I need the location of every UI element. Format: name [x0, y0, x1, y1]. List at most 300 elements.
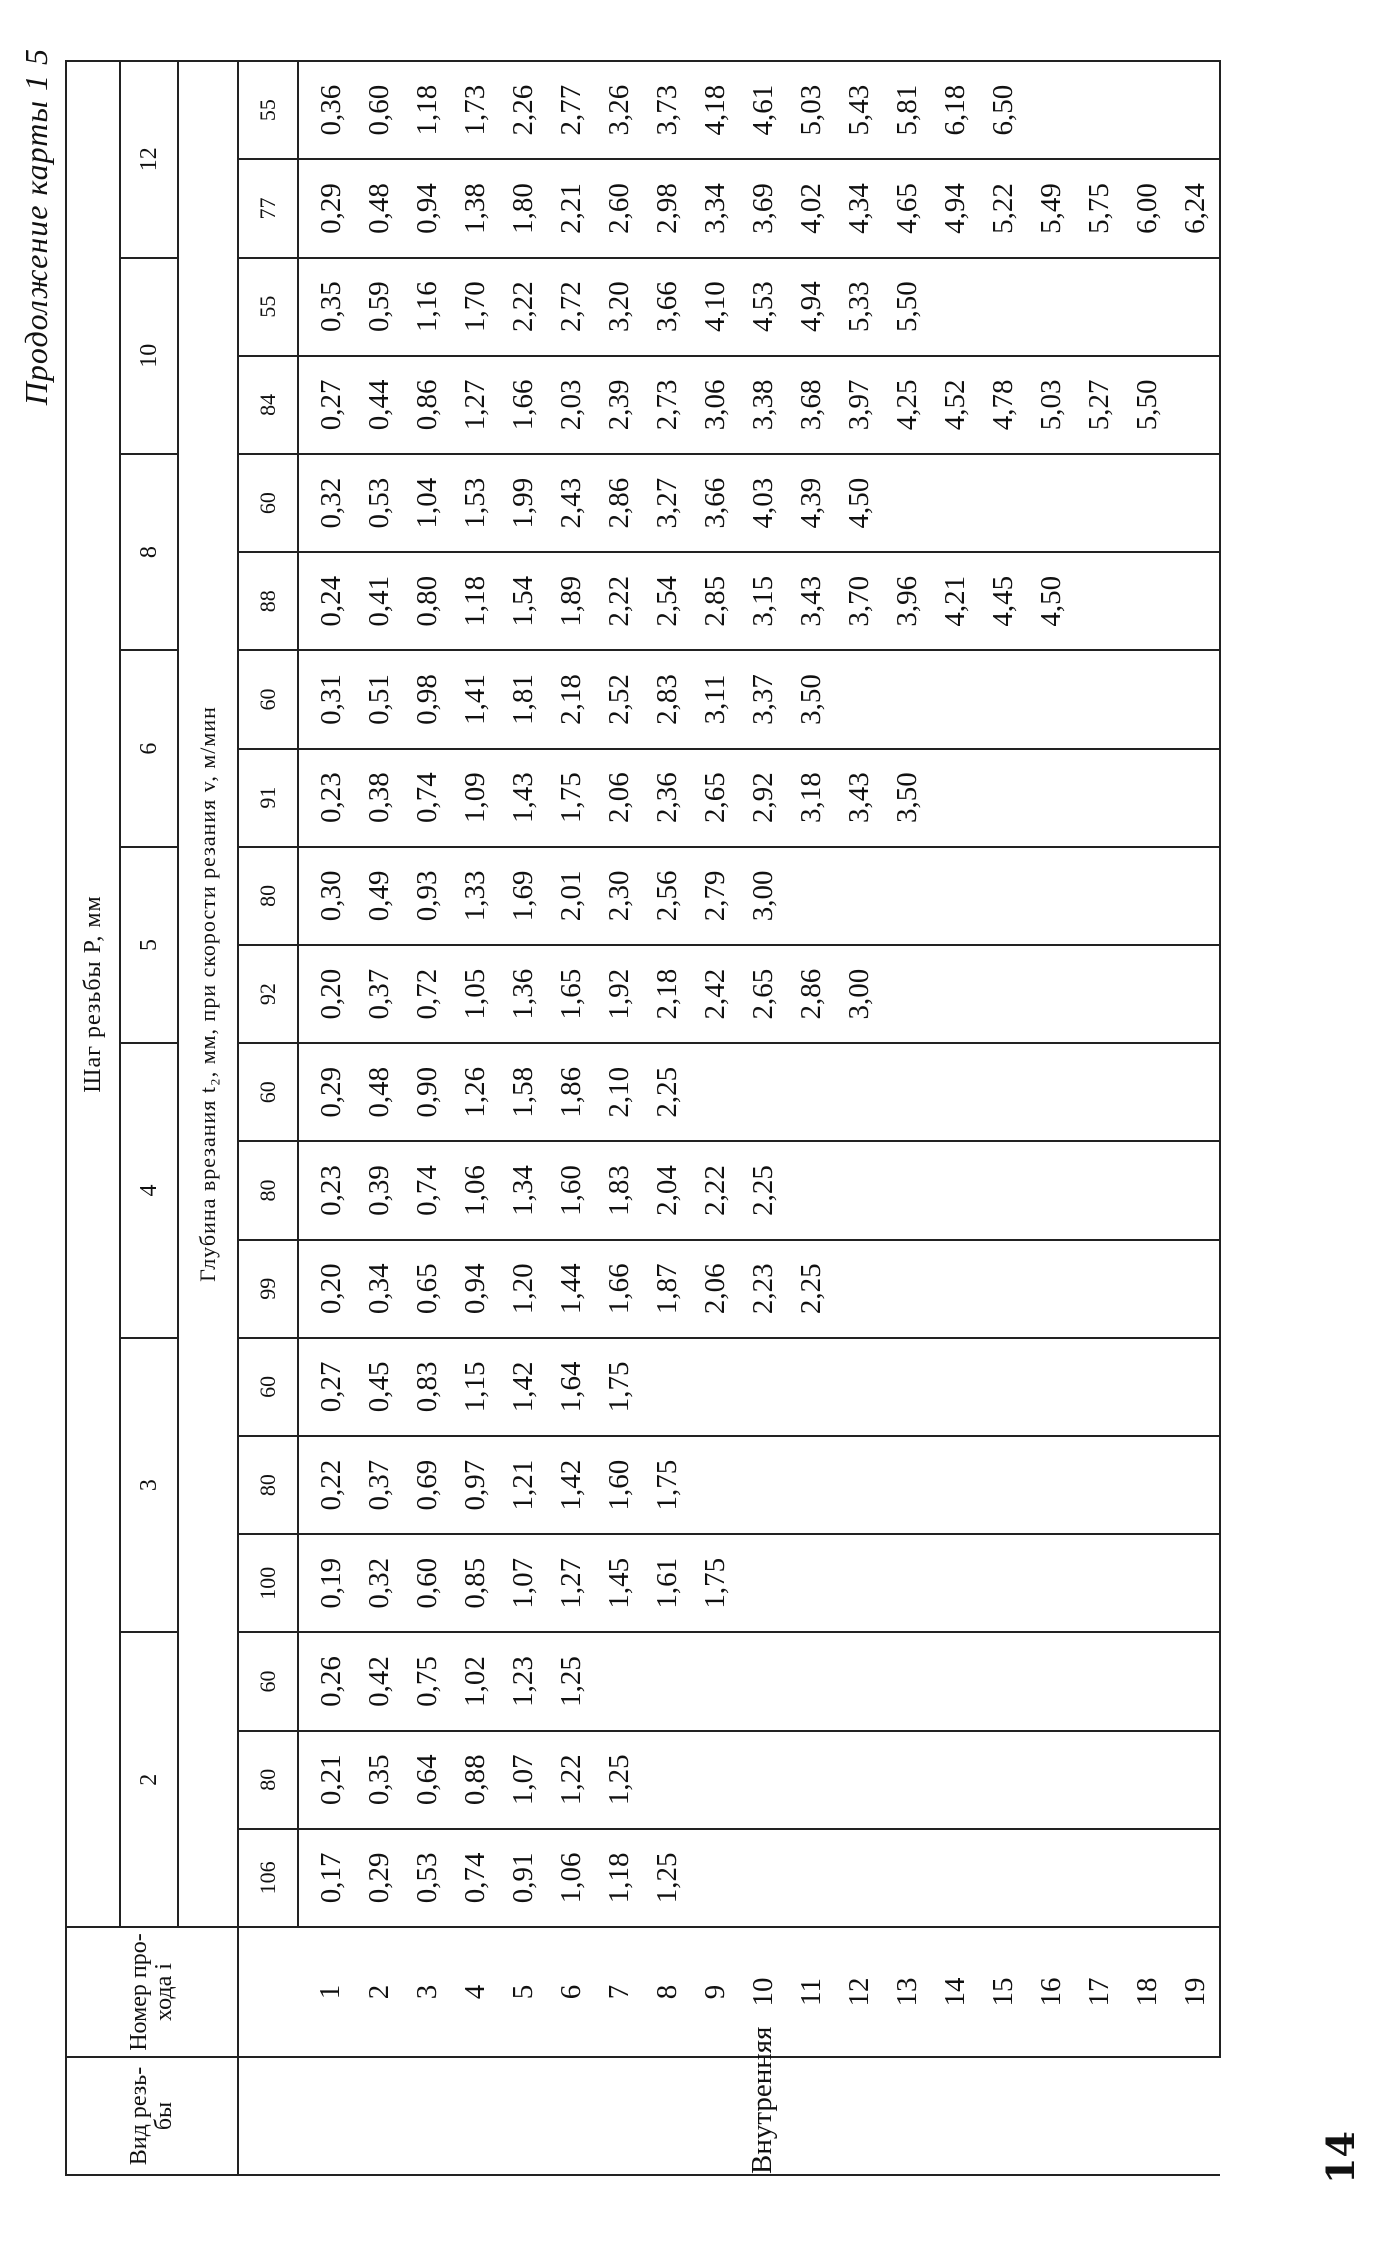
depth-value-cell: 4,34	[835, 159, 883, 257]
depth-value-cell: 3,43	[835, 749, 883, 847]
depth-value-cell: 4,10	[691, 258, 739, 356]
depth-value-cell: 2,86	[595, 454, 643, 552]
depth-value-cell: 2,30	[595, 847, 643, 945]
depth-value-cell	[1171, 1829, 1220, 1927]
depth-value-cell	[643, 1632, 691, 1730]
depth-value-cell	[1075, 650, 1123, 748]
depth-value-cell: 4,50	[835, 454, 883, 552]
depth-value-cell: 0,93	[403, 847, 451, 945]
depth-value-cell: 3,73	[643, 61, 691, 159]
depth-value-cell	[1075, 1632, 1123, 1730]
depth-value-cell: 3,00	[835, 945, 883, 1043]
pitch-header-cell: 8	[120, 454, 178, 650]
depth-value-cell: 1,66	[499, 356, 547, 454]
depth-value-cell: 1,43	[499, 749, 547, 847]
pass-number-cell: 16	[1027, 1927, 1075, 2057]
depth-value-cell	[787, 1534, 835, 1632]
depth-value-cell	[931, 1829, 979, 1927]
depth-value-cell: 4,65	[883, 159, 931, 257]
depth-value-cell	[1171, 847, 1220, 945]
pitch-header-cell: 2	[120, 1632, 178, 1927]
pitch-header-cell: 5	[120, 847, 178, 1043]
depth-value-cell	[739, 1338, 787, 1436]
pitch-row	[120, 61, 178, 2175]
depth-value-cell	[1123, 650, 1171, 748]
depth-value-cell: 0,42	[355, 1632, 403, 1730]
depth-value-cell: 4,61	[739, 61, 787, 159]
depth-value-cell: 1,38	[451, 159, 499, 257]
depth-subtitle: Глубина врезания t₂, мм, при скорости резания v, м/мин	[178, 61, 238, 1927]
depth-value-cell: 1,64	[547, 1338, 595, 1436]
depth-value-cell: 1,73	[451, 61, 499, 159]
depth-value-cell: 0,35	[355, 1731, 403, 1829]
pass-number-cell: 19	[1171, 1927, 1220, 2057]
depth-value-cell: 0,94	[403, 159, 451, 257]
depth-value-cell	[883, 1436, 931, 1534]
speed-header-cell: 80	[238, 1731, 298, 1829]
depth-value-cell: 0,53	[355, 454, 403, 552]
depth-value-cell	[691, 1632, 739, 1730]
depth-value-cell	[643, 1338, 691, 1436]
pass-number-cell: 9	[691, 1927, 739, 2057]
depth-value-cell: 2,54	[643, 552, 691, 650]
depth-value-cell	[979, 258, 1027, 356]
depth-value-cell: 0,34	[355, 1240, 403, 1338]
depth-value-cell: 4,03	[739, 454, 787, 552]
speed-header-cell: 88	[238, 552, 298, 650]
depth-value-cell	[931, 1043, 979, 1141]
depth-value-cell	[643, 1731, 691, 1829]
depth-value-cell	[931, 1141, 979, 1239]
depth-value-cell: 0,35	[298, 258, 355, 356]
depth-value-cell: 1,65	[547, 945, 595, 1043]
pitch-header-cell: 12	[120, 61, 178, 258]
depth-value-cell	[883, 945, 931, 1043]
depth-value-cell: 1,83	[595, 1141, 643, 1239]
depth-value-cell	[1027, 650, 1075, 748]
depth-value-cell	[1075, 945, 1123, 1043]
depth-value-cell	[1123, 1632, 1171, 1730]
depth-value-cell: 3,06	[691, 356, 739, 454]
depth-value-cell	[979, 1534, 1027, 1632]
depth-value-cell	[1075, 1731, 1123, 1829]
depth-value-cell	[1171, 454, 1220, 552]
depth-value-cell: 4,45	[979, 552, 1027, 650]
depth-value-cell	[1171, 749, 1220, 847]
depth-value-cell: 2,65	[691, 749, 739, 847]
depth-value-cell: 5,43	[835, 61, 883, 159]
depth-value-cell	[1027, 1043, 1075, 1141]
depth-value-cell: 0,32	[355, 1534, 403, 1632]
depth-value-cell	[835, 1338, 883, 1436]
depth-value-cell	[1027, 1829, 1075, 1927]
depth-value-cell: 4,78	[979, 356, 1027, 454]
depth-value-cell: 3,34	[691, 159, 739, 257]
depth-value-cell: 2,03	[547, 356, 595, 454]
depth-value-cell	[883, 1829, 931, 1927]
depth-value-cell	[739, 1534, 787, 1632]
depth-value-cell: 2,39	[595, 356, 643, 454]
depth-value-cell	[979, 650, 1027, 748]
depth-value-cell: 1,20	[499, 1240, 547, 1338]
depth-value-cell: 4,21	[931, 552, 979, 650]
depth-value-cell	[883, 847, 931, 945]
depth-value-cell	[979, 1043, 1027, 1141]
depth-value-cell	[1075, 1436, 1123, 1534]
depth-value-cell: 3,50	[883, 749, 931, 847]
depth-value-cell: 2,06	[691, 1240, 739, 1338]
table-row	[835, 61, 883, 2175]
depth-value-cell: 3,70	[835, 552, 883, 650]
depth-value-cell	[1027, 1240, 1075, 1338]
depth-value-cell: 2,04	[643, 1141, 691, 1239]
table-row	[931, 61, 979, 2175]
depth-value-cell: 1,69	[499, 847, 547, 945]
depth-value-cell: 0,51	[355, 650, 403, 748]
depth-value-cell: 2,60	[595, 159, 643, 257]
speed-header-cell: 60	[238, 1632, 298, 1730]
depth-value-cell	[931, 1338, 979, 1436]
depth-value-cell: 0,38	[355, 749, 403, 847]
depth-value-cell: 0,27	[298, 1338, 355, 1436]
depth-value-cell: 0,91	[499, 1829, 547, 1927]
depth-value-cell: 2,92	[739, 749, 787, 847]
pass-number-cell: 5	[499, 1927, 547, 2057]
depth-value-cell: 5,50	[1123, 356, 1171, 454]
speed-header-cell: 80	[238, 1436, 298, 1534]
depth-value-cell: 5,49	[1027, 159, 1075, 257]
depth-value-cell	[1027, 1731, 1075, 1829]
depth-value-cell: 0,19	[298, 1534, 355, 1632]
depth-value-cell: 3,15	[739, 552, 787, 650]
speed-header-cell: 60	[238, 1043, 298, 1141]
depth-value-cell: 1,22	[547, 1731, 595, 1829]
table-row	[979, 61, 1027, 2175]
pass-number-cell: 17	[1075, 1927, 1123, 2057]
pass-number-cell: 8	[643, 1927, 691, 2057]
depth-value-cell: 5,03	[1027, 356, 1075, 454]
depth-value-cell: 1,92	[595, 945, 643, 1043]
table-row	[787, 61, 835, 2175]
depth-value-cell: 0,74	[403, 749, 451, 847]
depth-value-cell	[835, 1240, 883, 1338]
depth-value-cell: 1,25	[595, 1731, 643, 1829]
pitch-header-cell: 3	[120, 1338, 178, 1633]
depth-value-cell: 2,21	[547, 159, 595, 257]
depth-value-cell: 0,64	[403, 1731, 451, 1829]
depth-value-cell	[1027, 454, 1075, 552]
depth-value-cell: 0,53	[403, 1829, 451, 1927]
speed-header-cell: 60	[238, 454, 298, 552]
depth-value-cell	[1075, 1338, 1123, 1436]
depth-value-cell	[931, 1731, 979, 1829]
depth-value-cell: 2,25	[787, 1240, 835, 1338]
pass-number-cell: 7	[595, 1927, 643, 2057]
depth-value-cell: 0,94	[451, 1240, 499, 1338]
depth-value-cell: 0,72	[403, 945, 451, 1043]
depth-value-cell: 2,23	[739, 1240, 787, 1338]
depth-value-cell	[1075, 258, 1123, 356]
depth-value-cell: 0,69	[403, 1436, 451, 1534]
depth-value-cell	[1171, 945, 1220, 1043]
depth-value-cell: 6,18	[931, 61, 979, 159]
depth-value-cell	[1123, 945, 1171, 1043]
depth-value-cell: 2,77	[547, 61, 595, 159]
depth-value-cell	[787, 1632, 835, 1730]
depth-value-cell: 1,87	[643, 1240, 691, 1338]
depth-value-cell	[1171, 1436, 1220, 1534]
depth-value-cell: 2,18	[643, 945, 691, 1043]
depth-value-cell	[787, 1043, 835, 1141]
depth-value-cell: 2,36	[643, 749, 691, 847]
depth-value-cell: 1,06	[547, 1829, 595, 1927]
depth-value-cell	[883, 1534, 931, 1632]
depth-value-cell	[883, 1240, 931, 1338]
depth-value-cell: 1,15	[451, 1338, 499, 1436]
table-row	[691, 61, 739, 2175]
speed-header-cell: 91	[238, 749, 298, 847]
depth-value-cell: 1,81	[499, 650, 547, 748]
depth-value-cell: 2,22	[499, 258, 547, 356]
depth-value-cell: 0,26	[298, 1632, 355, 1730]
depth-value-cell: 0,31	[298, 650, 355, 748]
depth-value-cell	[1171, 1731, 1220, 1829]
table-header	[66, 61, 298, 2175]
depth-value-cell: 1,07	[499, 1534, 547, 1632]
depth-value-cell: 0,74	[403, 1141, 451, 1239]
depth-value-cell: 3,66	[643, 258, 691, 356]
pass-number-cell: 13	[883, 1927, 931, 2057]
depth-value-cell: 0,44	[355, 356, 403, 454]
depth-value-cell: 0,29	[355, 1829, 403, 1927]
depth-value-cell: 1,75	[547, 749, 595, 847]
depth-value-cell	[1171, 258, 1220, 356]
depth-value-cell	[787, 1731, 835, 1829]
depth-value-cell: 3,00	[739, 847, 787, 945]
depth-value-cell: 2,43	[547, 454, 595, 552]
depth-value-cell: 1,23	[499, 1632, 547, 1730]
depth-value-cell	[691, 1829, 739, 1927]
depth-value-cell: 2,26	[499, 61, 547, 159]
depth-value-cell: 0,36	[298, 61, 355, 159]
depth-value-cell: 0,75	[403, 1632, 451, 1730]
depth-of-cut-table	[65, 60, 1221, 2176]
depth-value-cell: 3,11	[691, 650, 739, 748]
pass-number-cell: 1	[298, 1927, 355, 2057]
depth-value-cell: 3,20	[595, 258, 643, 356]
depth-value-cell: 2,73	[643, 356, 691, 454]
depth-value-cell	[883, 1731, 931, 1829]
pitch-header-cell: 10	[120, 258, 178, 454]
depth-value-cell: 4,02	[787, 159, 835, 257]
table-row	[547, 61, 595, 2175]
depth-value-cell	[835, 1632, 883, 1730]
depth-value-cell	[931, 454, 979, 552]
depth-value-cell	[787, 1338, 835, 1436]
depth-value-cell	[835, 1731, 883, 1829]
depth-value-cell: 2,79	[691, 847, 739, 945]
table-row	[451, 61, 499, 2175]
depth-value-cell	[1123, 1731, 1171, 1829]
depth-value-cell: 0,85	[451, 1534, 499, 1632]
depth-value-cell: 4,18	[691, 61, 739, 159]
depth-value-cell: 3,27	[643, 454, 691, 552]
depth-value-cell: 0,60	[403, 1534, 451, 1632]
pass-number-cell: 14	[931, 1927, 979, 2057]
depth-value-cell: 0,98	[403, 650, 451, 748]
table-row	[883, 61, 931, 2175]
depth-value-cell	[979, 1829, 1027, 1927]
depth-value-cell	[1171, 1141, 1220, 1239]
depth-value-cell	[835, 1043, 883, 1141]
depth-value-cell	[1027, 847, 1075, 945]
depth-value-cell	[691, 1338, 739, 1436]
speed-header-cell: 55	[238, 258, 298, 356]
depth-value-cell: 1,44	[547, 1240, 595, 1338]
depth-value-cell: 1,06	[451, 1141, 499, 1239]
pass-number-cell: 6	[547, 1927, 595, 2057]
depth-value-cell	[1123, 1141, 1171, 1239]
depth-value-cell	[1123, 1534, 1171, 1632]
depth-value-cell	[931, 1436, 979, 1534]
depth-value-cell: 2,22	[595, 552, 643, 650]
depth-value-cell: 1,25	[547, 1632, 595, 1730]
depth-value-cell: 1,26	[451, 1043, 499, 1141]
speed-header-cell: 55	[238, 61, 298, 159]
depth-value-cell	[787, 847, 835, 945]
depth-value-cell: 3,26	[595, 61, 643, 159]
pass-number-cell: 4	[451, 1927, 499, 2057]
depth-value-cell	[1123, 749, 1171, 847]
table-row	[1171, 61, 1220, 2175]
depth-value-cell: 1,25	[643, 1829, 691, 1927]
depth-value-cell: 1,60	[547, 1141, 595, 1239]
depth-value-cell: 0,65	[403, 1240, 451, 1338]
speed-row	[238, 61, 298, 2175]
table-row	[403, 61, 451, 2175]
depth-value-cell: 1,07	[499, 1731, 547, 1829]
thread-pitch-header: Шаг резьбы P, мм	[66, 61, 120, 1927]
depth-value-cell	[1075, 552, 1123, 650]
depth-value-cell	[979, 1731, 1027, 1829]
depth-value-cell: 3,38	[739, 356, 787, 454]
depth-value-cell	[739, 1731, 787, 1829]
depth-value-cell	[1075, 847, 1123, 945]
table-row	[1075, 61, 1123, 2175]
depth-value-cell: 6,24	[1171, 159, 1220, 257]
depth-value-cell	[787, 1141, 835, 1239]
depth-value-cell: 5,27	[1075, 356, 1123, 454]
depth-value-cell: 6,50	[979, 61, 1027, 159]
depth-value-cell	[979, 1141, 1027, 1239]
pass-number-header: Номер про- хода i	[66, 1927, 238, 2057]
depth-value-cell	[1027, 1141, 1075, 1239]
depth-value-cell	[787, 1436, 835, 1534]
pass-number-cell: 2	[355, 1927, 403, 2057]
depth-value-cell	[931, 1632, 979, 1730]
depth-value-cell: 0,23	[298, 749, 355, 847]
thread-type-cell: Внутренняя	[298, 2057, 1220, 2175]
depth-value-cell	[931, 258, 979, 356]
depth-value-cell	[1027, 1436, 1075, 1534]
table-row	[643, 61, 691, 2175]
depth-value-cell: 0,90	[403, 1043, 451, 1141]
depth-value-cell	[1075, 61, 1123, 159]
depth-value-cell: 1,16	[403, 258, 451, 356]
depth-value-cell	[1027, 61, 1075, 159]
depth-value-cell	[979, 1436, 1027, 1534]
empty-header-cell	[238, 1927, 298, 2057]
pass-number-cell: 12	[835, 1927, 883, 2057]
depth-value-cell: 2,10	[595, 1043, 643, 1141]
depth-value-cell: 2,83	[643, 650, 691, 748]
depth-value-cell: 1,86	[547, 1043, 595, 1141]
depth-value-cell	[1075, 1043, 1123, 1141]
depth-value-cell	[1075, 1240, 1123, 1338]
depth-value-cell: 3,43	[787, 552, 835, 650]
depth-value-cell	[1171, 1240, 1220, 1338]
depth-value-cell: 4,50	[1027, 552, 1075, 650]
depth-value-cell	[1123, 1829, 1171, 1927]
depth-value-cell	[835, 1141, 883, 1239]
depth-value-cell: 1,09	[451, 749, 499, 847]
depth-value-cell: 0,60	[355, 61, 403, 159]
depth-value-cell: 3,18	[787, 749, 835, 847]
depth-value-cell: 0,32	[298, 454, 355, 552]
depth-value-cell: 1,18	[595, 1829, 643, 1927]
table-row	[595, 61, 643, 2175]
depth-value-cell	[1171, 1632, 1220, 1730]
depth-value-cell: 2,18	[547, 650, 595, 748]
depth-value-cell: 0,20	[298, 1240, 355, 1338]
depth-value-cell: 1,89	[547, 552, 595, 650]
depth-value-cell: 4,52	[931, 356, 979, 454]
depth-value-cell: 2,25	[643, 1043, 691, 1141]
depth-value-cell	[931, 1534, 979, 1632]
depth-value-cell: 1,75	[691, 1534, 739, 1632]
depth-value-cell	[979, 749, 1027, 847]
speed-header-cell: 106	[238, 1829, 298, 1927]
depth-value-cell: 1,70	[451, 258, 499, 356]
depth-value-cell	[835, 1436, 883, 1534]
depth-value-cell: 1,66	[595, 1240, 643, 1338]
depth-value-cell: 0,45	[355, 1338, 403, 1436]
depth-value-cell: 0,37	[355, 945, 403, 1043]
depth-value-cell	[1075, 1141, 1123, 1239]
depth-value-cell: 1,41	[451, 650, 499, 748]
depth-value-cell: 1,27	[547, 1534, 595, 1632]
depth-value-cell: 0,21	[298, 1731, 355, 1829]
depth-value-cell: 0,29	[298, 1043, 355, 1141]
depth-value-cell	[883, 1141, 931, 1239]
depth-value-cell	[739, 1043, 787, 1141]
table-row	[1123, 61, 1171, 2175]
depth-value-cell	[835, 1829, 883, 1927]
table-row	[1027, 61, 1075, 2175]
speed-header-cell: 92	[238, 945, 298, 1043]
depth-value-cell: 1,05	[451, 945, 499, 1043]
depth-value-cell	[979, 454, 1027, 552]
depth-value-cell: 6,00	[1123, 159, 1171, 257]
depth-value-cell: 1,80	[499, 159, 547, 257]
depth-value-cell	[979, 945, 1027, 1043]
depth-value-cell: 0,41	[355, 552, 403, 650]
depth-value-cell: 1,54	[499, 552, 547, 650]
speed-header-cell: 80	[238, 1141, 298, 1239]
depth-value-cell: 2,22	[691, 1141, 739, 1239]
depth-value-cell	[979, 1632, 1027, 1730]
pass-number-cell: 18	[1123, 1927, 1171, 2057]
